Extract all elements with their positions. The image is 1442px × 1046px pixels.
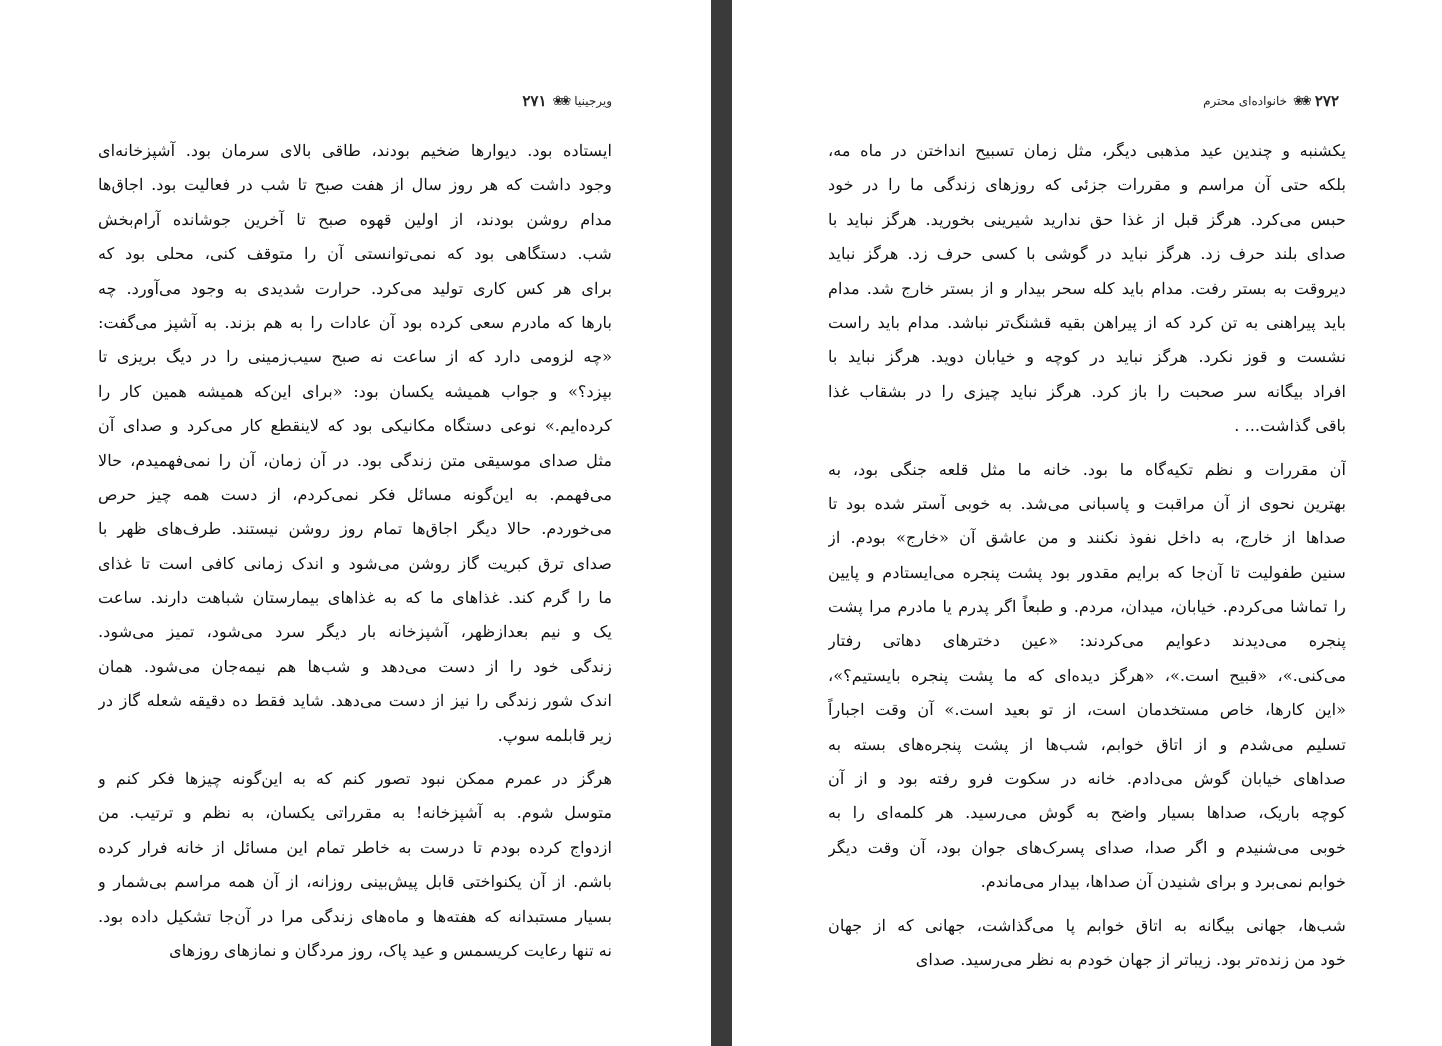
text-line: نه تنها رعایت کریسمس و عید پاک، روز مردگان و نمازهای روزهای [169, 940, 612, 960]
paragraph [828, 909, 1346, 978]
ornament-icon: ❀❀ [552, 93, 569, 109]
text-line: را تماشا می‌کردم. خیابان، میدان، مردم. و طبعاً اگر پدرم یا مادرم مرا پشت [828, 597, 1346, 617]
text-line: بلکه حتی آن مراسم و مقررات جزئی که روزهای زندگی ما را در خود [828, 175, 1346, 195]
text-line: بهترین نحوی از آن مراقبت و پاسبانی می‌شد. به خوبی آستر شده بود تا [828, 493, 1346, 513]
text-line: صداها از خارج، به داخل نفوذ نکنند و من عاشق آن «خارج» بودم. از [828, 528, 1346, 548]
text-line: حبس می‌کرد. هرگز قبل از غذا حق ندارید شیرینی بخورید. هرگز نباید با [828, 209, 1346, 229]
text-line: یک و نیم بعدازظهر، آشپزخانه بار دیگر سرد می‌شود، تمیز می‌شود. [98, 622, 612, 642]
left-page-body [98, 134, 612, 968]
right-page-header [1203, 90, 1339, 112]
text-line: برای هر کس کاری تولید می‌کرد. حرارت شدیدی به وجود می‌آورد. چه [98, 278, 612, 298]
left-page-header [522, 90, 612, 112]
text-line: هرگز در عمرم ممکن نبود تصور کنم که به این‌گونه چیزها فکر کنم و [98, 769, 612, 789]
text-line: مدام روشن بودند، از اولین قهوه صبح تا آخرین جوشانده آرام‌بخش [98, 209, 612, 229]
text-line: خوابم نمی‌برد و برای شنیدن آن صداها، بیدار می‌ماندم. [980, 872, 1346, 892]
text-line: زندگی خود را از دست می‌دهد و شب‌ها هم نیمه‌جان می‌شود. همان [98, 656, 612, 676]
text-line: ایستاده بود. دیوارها ضخیم بودند، طاقی بالای سرمان بود. آشپزخانه‌ای [98, 141, 612, 160]
left-header-title: ویرجینیا [574, 94, 612, 108]
text-line: صدای ترق کبریت گاز روشن می‌شود و اندک زمانی کافی است تا غذای [98, 553, 612, 573]
text-line: مثل صدای موسیقی متن زندگی بود. در آن زمان، آن را نمی‌فهمیدم، حالا [98, 450, 612, 470]
text-line: «این کارها، خاص مستخدمان است، از تو بعید است.» آن وقت اجباراً [828, 700, 1346, 720]
text-line: سنین طفولیت تا آن‌جا که برایم مقدور بود پشت پنجره می‌ایستادم و پایین [828, 562, 1346, 582]
text-line: باید پیراهنی به تن کرد که از پیراهن بقیه قشنگ‌تر نباشد. مدام باید راست [828, 312, 1346, 332]
text-line: ازدواج کرده بودم تا درست به خاطر تمام این مسائل از خانه فرار کرده [98, 837, 612, 857]
text-line: باشم. از آن یکنواختی قابل پیش‌بینی روزانه، از آن همه مراسم بی‌شمار و [98, 872, 612, 892]
text-line: آن مقررات و نظم تکیه‌گاه ما بود. خانه ما مثل قلعه جنگی بود، به [828, 459, 1346, 479]
text-line: صدای بلند حرف زد. هرگز نباید در گوشی با کسی حرف زد. هرگز نباید [828, 244, 1346, 264]
text-line: تسلیم می‌شدم و از اتاق خوابم، شب‌ها از پشت پنجره‌های بسته به [828, 734, 1346, 754]
paragraph [828, 453, 1346, 900]
text-line: ما را گرم کند. غذاهای ما که به غذاهای بیمارستان شباهت دارند. ساعت [98, 588, 612, 608]
text-line: پنجره می‌دیدند دعوایم می‌کردند: «عین دخترهای دهاتی رفتار [828, 631, 1346, 651]
paragraph [98, 134, 612, 753]
book-gutter [711, 0, 732, 1046]
paragraph [828, 134, 1346, 444]
text-line: صداهای خیابان گوش می‌دادم. خانه در سکوت فرو رفته بود و از آن [828, 769, 1346, 789]
text-line: «چه لزومی دارد که از ساعت نه صبح سیب‌زمینی را در دیگ بریزی تا [98, 347, 612, 367]
right-page [732, 0, 1442, 1046]
right-page-number: ۲۷۲ [1314, 92, 1339, 110]
text-line: متوسل شوم. به آشپزخانه! به مقرراتی یکسان، به نظم و ترتیب. من [98, 803, 612, 823]
right-page-body [828, 134, 1346, 977]
left-page [0, 0, 711, 1046]
text-line: کرده‌ایم.» نوعی دستگاه مکانیکی بود که لاینقطع کار می‌کرد و صدای آن [98, 416, 612, 436]
text-line: افراد بیگانه سر صحبت را باز کرد. هرگز نباید چیزی را در بشقاب غذا [828, 381, 1346, 401]
text-line: کوچه باریک، صداها بسیار واضح به گوش می‌رسید. هر کلمه‌ای را به [828, 803, 1346, 823]
text-line: خود من زنده‌تر بود. زیباتر از جهان خودم به نظر می‌رسید. صدای [915, 949, 1346, 969]
text-line: شب. دستگاهی بود که نمی‌توانستی آن را متوقف کنی، محلی بود که [98, 244, 612, 264]
text-line: می‌خوردم. حالا دیگر اجاق‌ها تمام روز روشن نیستند. طرف‌های ظهر با [98, 519, 612, 539]
text-line: باقی گذاشت... . [1234, 416, 1346, 436]
text-line: بسیار مستبدانه که هفته‌ها و ماه‌های زندگی مرا در آن‌جا تشکیل داده بود. [98, 906, 612, 926]
text-line: اندک شور زندگی را نیز از دست می‌دهد. شاید فقط ده دقیقه شعله گاز در [98, 691, 612, 711]
text-line: نشست و قوز نکرد. هرگز نباید در کوچه و خیابان دوید. هرگز نباید با [828, 347, 1346, 367]
text-line: می‌فهمم. به این‌گونه مسائل فکر نمی‌کردم، از دست همه چیز حرص [98, 484, 612, 504]
text-line: دیروقت به بستر رفت. مدام باید کله سحر بیدار و از بستر خارج شد. مدام [828, 278, 1346, 298]
left-page-number: ۲۷۱ [522, 92, 547, 110]
text-line: خوبی می‌شنیدم و اگر صدا، صدای پسرک‌های جوان بود، آن وقت دیگر [828, 837, 1346, 857]
text-line: زیر قابلمه سوپ. [497, 725, 612, 745]
text-line: یکشنبه و چندین عید مذهبی دیگر، مثل زمان تسبیح انداختن در ماه مه، [828, 141, 1346, 160]
text-line: می‌کنی.»، «قبیح است.»، «هرگز دیده‌ای که ما پشت پنجره بایستیم؟»، [828, 665, 1346, 685]
text-line: شب‌ها، جهانی بیگانه به اتاق خوابم پا می‌گذاشت، جهانی که از جهان [828, 915, 1346, 935]
paragraph [98, 762, 612, 968]
right-header-title: خانواده‌ای محترم [1203, 94, 1288, 108]
text-line: بپزد؟» و جواب همیشه یکسان بود: «برای این‌که همیشه همین کار را [98, 381, 612, 401]
ornament-icon: ❀❀ [1293, 93, 1309, 109]
text-line: بارها که مادرم سعی کرده بود آن عادات را به هم بزند. به آشپز می‌گفت: [98, 312, 612, 332]
text-line: وجود داشت که هر روز سال از هفت صبح تا شب در فعالیت بود. اجاق‌ها [98, 175, 612, 195]
